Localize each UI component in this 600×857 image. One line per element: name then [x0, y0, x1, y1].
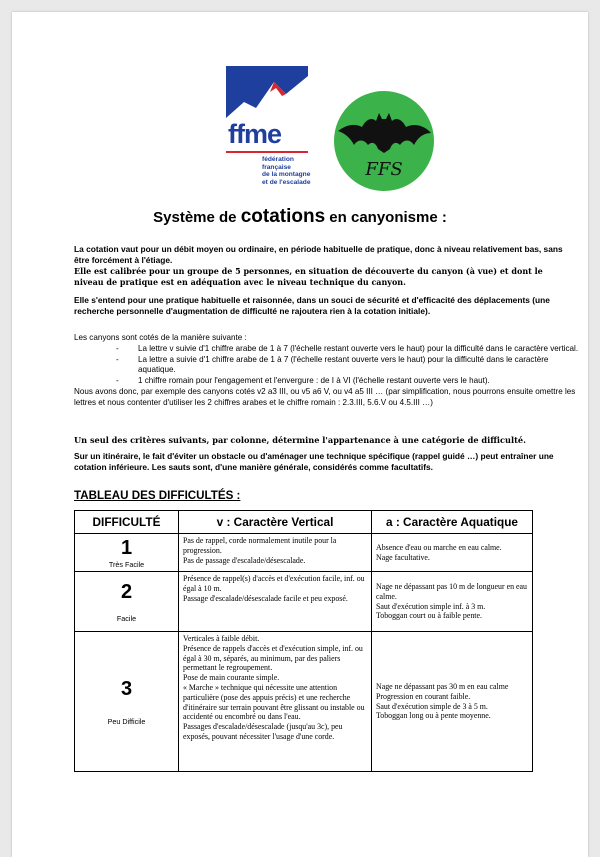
aquatic-cell: Nage ne dépassant pas 30 m en eau calme Progression en courant faible. Saut d'exécution simple de 3 à 5 m. Toboggan long ou à pente moyenne.: [372, 632, 533, 772]
level-number: 3: [120, 677, 133, 700]
ffme-subtitle: [262, 156, 310, 186]
table-row: [75, 534, 533, 572]
level-label: Très Facile: [108, 559, 145, 569]
difficulty-table: [74, 510, 533, 772]
difficulty-level-cell: [75, 534, 179, 572]
table-heading: TABLEAU DES DIFFICULTÉS :: [74, 489, 241, 502]
vertical-cell: Verticales à faible débit. Présence de rappels d'accès et d'exécution simple, inf. ou égal à 30 m, séparés, au minimum, par des paliers permettant le regroupement. Pose de main courante simple. « Marche » technique qui nécessite une attention particulière (pose des appuis précis) et une recherche d'itinéraire sur terrain pouvant être glissant ou instable ou accidenté ou encombré ou dans l'eau. Passages d'escalade/désescalade (jusqu'au 3c), peu exposés, pouvant nécessiter l'usage d'une corde.: [179, 632, 372, 772]
aquatic-cell: Nage ne dépassant pas 10 m de longueur en eau calme. Saut d'exécution simple inf. à 3 m. Toboggan court ou à faible pente.: [372, 572, 533, 632]
list-tail: Nous avons donc, par exemple des canyons cotés v2 a3 III, ou v5 a6 V, ou v4 a5 III … (par simplification, nous pourrons ensuite omettre les lettres et nous contenter d'utiliser les 2 chiffres arabes et le chiffre romain : 2.3.III, 5.6.V ou 4.5.III …): [74, 386, 576, 407]
vertical-cell: Présence de rappel(s) d'accès et d'exécution facile, inf. ou égal à 10 m. Passage d'escalade/désescalade facile et peu exposé.: [179, 572, 372, 632]
header-difficulty: DIFFICULTÉ: [75, 511, 179, 534]
ffme-sub-line: et de l'escalade: [262, 178, 311, 186]
table-header-row: [75, 511, 533, 534]
ffme-wordmark: ffme: [228, 119, 282, 149]
ffme-sub-line: de la montagne: [262, 171, 311, 179]
list-item-text: 1 chiffre romain pour l'engagement et l'envergure : de I à VI (l'échelle restant ouverte vers le haut).: [138, 376, 490, 386]
logos-header: [12, 12, 588, 212]
ffme-logo: [226, 52, 326, 202]
list-item-text: La lettre a suivie d'1 chiffre arabe de 1 à 7 (l'échelle restant ouverte vers le haut) pour la difficulté dans le caractère aquatique.: [138, 354, 549, 375]
level-number: 1: [120, 536, 133, 559]
ffs-letters: FFS: [365, 159, 403, 180]
criteria-paragraph-2: Sur un itinéraire, le fait d'éviter un obstacle ou d'aménager une technique spécifique (rappel guidé …) peut entraîner une cotation inférieure. Les sauts sont, d'une manière générale, considérés comme facultatifs.: [74, 451, 554, 472]
title-suffix: en canyonisme :: [325, 209, 447, 226]
difficulty-level-cell: [75, 572, 179, 632]
table-row: [75, 572, 533, 632]
level-label: Peu Difficile: [107, 716, 146, 726]
list-lead: Les canyons sont cotés de la manière suivante :: [74, 333, 247, 342]
intro-paragraph-1: La cotation vaut pour un débit moyen ou ordinaire, en période habituelle de pratique, donc à niveau relativement bas, sans être forcément à l'étiage.: [74, 244, 563, 265]
ffme-sub-line: française: [262, 163, 291, 171]
criteria-paragraph-1: Un seul des critères suivants, par colonne, détermine l'appartenance à une catégorie de difficulté.: [74, 435, 526, 445]
cotation-explanation: [74, 333, 579, 409]
document-page: [12, 12, 588, 857]
aquatic-cell: Absence d'eau ou marche en eau calme. Nage facultative.: [372, 534, 533, 572]
intro-paragraph-3: Elle s'entend pour une pratique habituelle et raisonnée, dans un souci de sécurité et d'efficacité des déplacements (une recherche personnelle d'augmentation de difficulté ne rajoutera rien à la cotation initiale).: [74, 295, 550, 316]
ffme-red-rule: [226, 151, 308, 153]
intro-paragraph-2: Elle est calibrée pour un groupe de 5 personnes, en situation de découverte du canyon (à vue) et dont le niveau de pratique est en adéquation avec le niveau technique du canyon.: [74, 266, 543, 287]
table-row: [75, 632, 533, 772]
list-item: - La lettre a suivie d'1 chiffre arabe de 1 à 7 (l'échelle restant ouverte vers le haut) pour la difficulté dans le caractère aquatique.: [116, 354, 549, 375]
list-item-text: La lettre v suivie d'1 chiffre arabe de 1 à 7 (l'échelle restant ouverte vers le haut) pour la difficulté dans le caractère vertical.: [138, 343, 579, 353]
vertical-cell: Pas de rappel, corde normalement inutile pour la progression. Pas de passage d'escalade/désescalade.: [179, 534, 372, 572]
ffme-sub-line: fédération: [262, 156, 294, 163]
difficulty-level-cell: [75, 632, 179, 772]
header-aquatic: a : Caractère Aquatique: [372, 511, 533, 534]
list-item: - 1 chiffre romain pour l'engagement et l'envergure : de I à VI (l'échelle restant ouverte vers le haut).: [116, 376, 490, 386]
page-title: [12, 206, 588, 228]
header-vertical: v : Caractère Vertical: [179, 511, 372, 534]
title-emphasis: cotations: [240, 206, 326, 227]
level-number: 2: [120, 580, 133, 603]
list-item: - La lettre v suivie d'1 chiffre arabe de 1 à 7 (l'échelle restant ouverte vers le haut) pour la difficulté dans le caractère vertical.: [116, 343, 579, 353]
ffs-logo: [332, 89, 436, 193]
level-label: Facile: [116, 613, 137, 623]
title-prefix: Système de: [153, 209, 241, 226]
